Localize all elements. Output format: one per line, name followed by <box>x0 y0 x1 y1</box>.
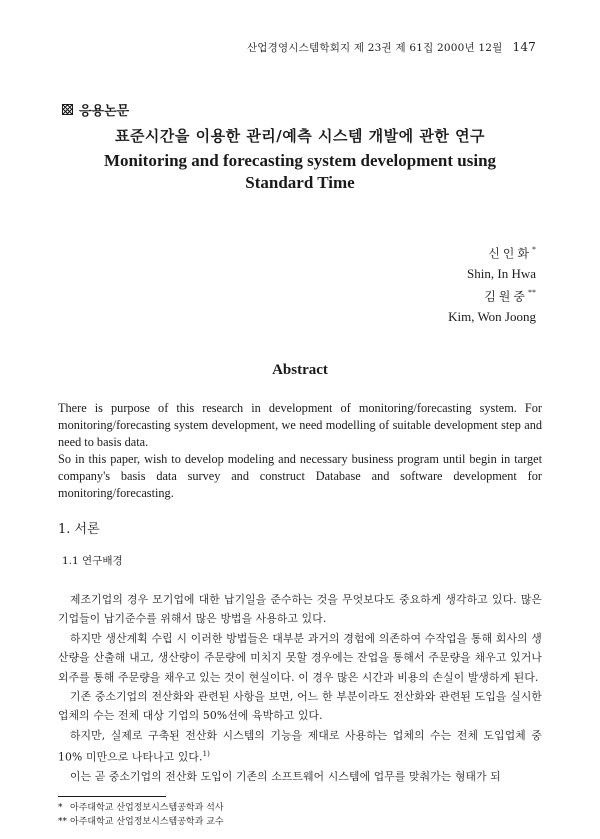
author-2-korean <box>448 283 536 307</box>
journal-info: 산업경영시스템학회지 제 23권 제 61집 2000년 12월 <box>246 42 503 54</box>
author-1-english: Shin, In Hwa <box>467 265 536 281</box>
section-tag <box>62 100 129 119</box>
footnote-1-text: 아주대학교 산업정보시스템공학과 석사 <box>70 803 224 813</box>
body-text <box>58 590 542 787</box>
author-2-name-ko: 김원중 <box>484 289 528 304</box>
author-2-mark: ** <box>528 288 536 298</box>
page-number: 147 <box>512 40 536 54</box>
footnote-reference: 1) <box>202 750 211 759</box>
section-heading: 1. 서론 <box>58 522 100 537</box>
author-1-name-ko: 신인화 <box>488 246 532 261</box>
footnote-2-text: 아주대학교 산업정보시스템공학과 교수 <box>70 817 224 827</box>
hatched-square-icon <box>62 104 73 115</box>
abstract-paragraph-2: So in this paper, wish to develop modeling and necessary business program until begin in target company's basis data survey and construct Database and software development for monitoring/forecasting. <box>58 452 542 500</box>
subsection-heading: 1.1 연구배경 <box>62 555 123 567</box>
body-paragraph-3: 기존 중소기업의 전산화와 관련된 사항을 보면, 어느 한 부분이라도 전산화와 관련된 도입을 실시한 업체의 수는 전체 대상 기업의 50%선에 육박하고 있다. <box>58 690 542 723</box>
author-1-korean <box>448 240 536 264</box>
body-paragraph-4-text: 하지만, 실제로 구축된 전산화 시스템의 기능을 제대로 사용하는 업체의 수는 전체 도입업체 중 10% 미만으로 나타나고 있다. <box>58 728 542 764</box>
author-2-english: Kim, Won Joong <box>448 309 536 325</box>
body-paragraph-1: 제조기업의 경우 모기업에 대한 납기일을 준수하는 것을 무엇보다도 중요하게 생각하고 있다. 많은 기업들이 납기준수를 위해서 많은 방법을 사용하고 있다. <box>58 593 542 626</box>
author-1-mark: * <box>532 245 536 254</box>
footnotes <box>58 801 224 829</box>
title-english: Monitoring and forecasting system development using Standard Time <box>103 151 497 192</box>
title-korean: 표준시간을 이용한 관리/예측 시스템 개발에 관한 연구 <box>114 127 486 145</box>
body-paragraph-2: 하지만 생산계획 수립 시 이러한 방법들은 대부분 과거의 경험에 의존하여 수작업을 통해 회사의 생산량을 산출해 내고, 생산량이 주문량에 미치지 못할 경우에는 잔업을 통해서 주문량을 채우고 있거나 외주를 통해 주문량을 채우고 있는 것이 현실이다. 이 경우 많은 시간과 비용의 손실이 발생하게 된다. <box>58 631 542 684</box>
footnote-1 <box>58 801 224 815</box>
abstract-heading: Abstract <box>272 362 328 378</box>
footnote-divider <box>58 796 166 797</box>
body-paragraph-5: 이는 곧 중소기업의 전산화 도입이 기존의 소프트웨어 시스템에 업무를 맞춰가는 형태가 되 <box>70 770 501 784</box>
body-paragraph-4 <box>58 726 542 767</box>
footnote-2 <box>58 815 224 829</box>
abstract-paragraph-1: There is purpose of this research in development of monitoring/forecasting system. For monitoring/forecasting system development, we need modelling of suitable development step and need to basis data. <box>58 401 542 449</box>
footnote-1-mark: * <box>58 803 63 813</box>
author-block <box>448 240 536 327</box>
running-header <box>247 40 536 55</box>
footnote-2-mark: ** <box>58 817 67 827</box>
abstract-body <box>58 400 542 502</box>
section-tag-label: 응용논문 <box>79 104 130 119</box>
